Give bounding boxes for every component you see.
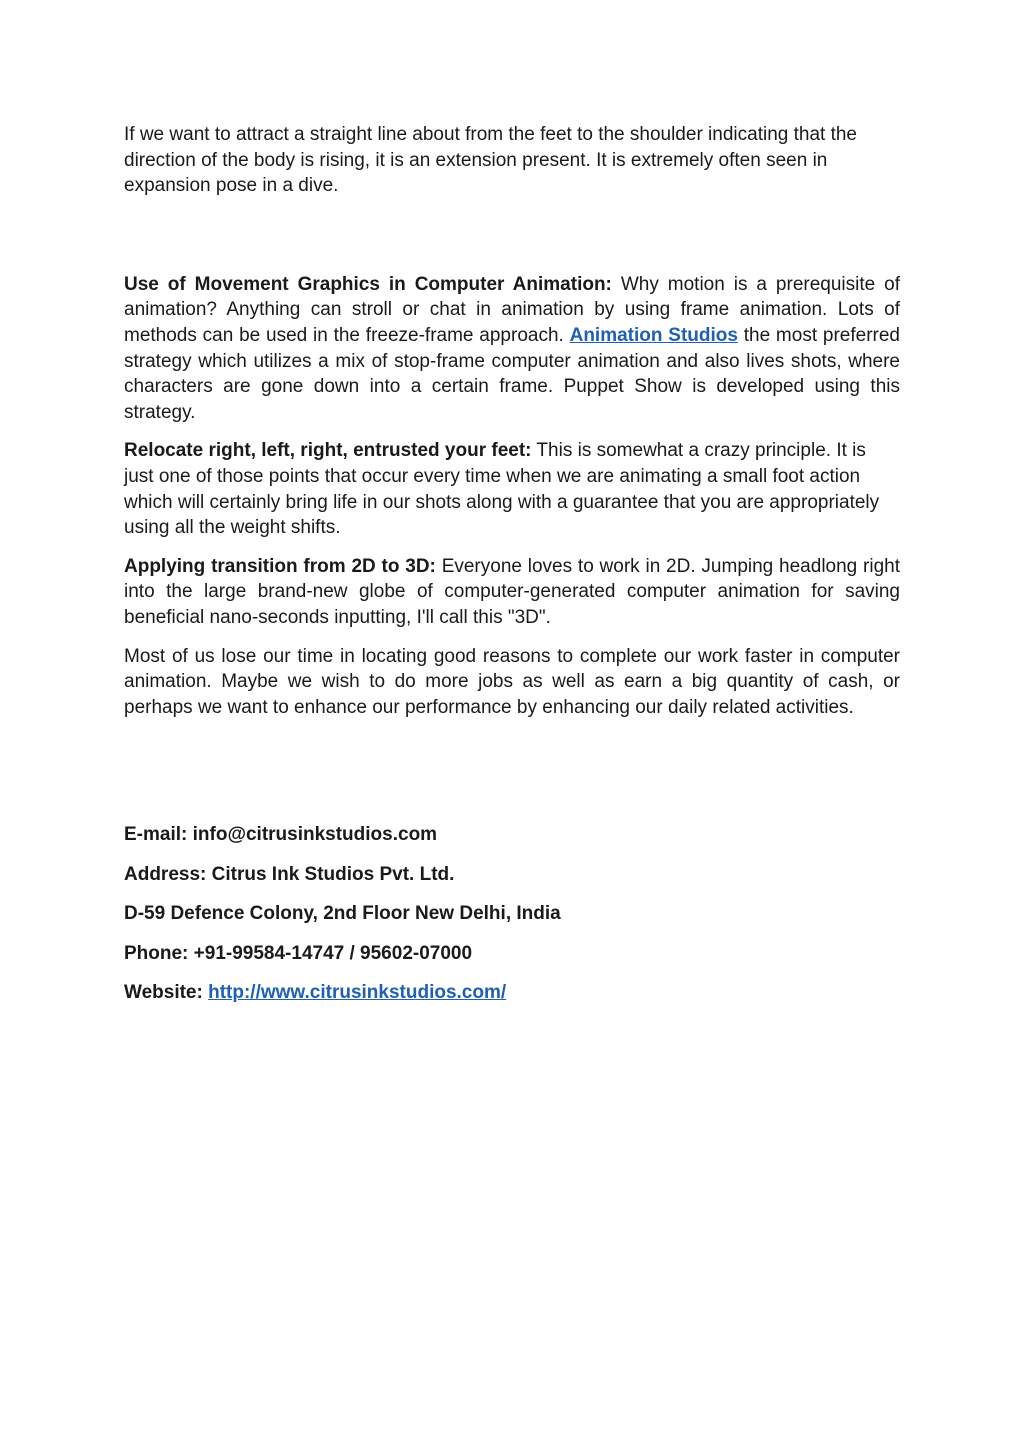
contact-address-line2: D-59 Defence Colony, 2nd Floor New Delhi, India [124,903,561,924]
document-body [124,122,900,733]
movement-graphics-text-1: Why motion is a prerequisite of animation? Anything can stroll or chat in animation by using frame animation. Lots of methods can be used in the freeze-frame approach. [124,273,900,346]
closing-paragraph: Most of us lose our time in locating good reasons to complete our work faster in computer animation. Maybe we wish to do more jobs as well as earn a big quantity of cash, or perhaps we want to enhance our performance by enhancing our daily related activities. [124,645,900,718]
transition-2d-3d-text: Everyone loves to work in 2D. Jumping headlong right into the large brand-new globe of computer-generated computer animation for saving beneficial nano-seconds inputting, I'll call this "3D". [124,555,900,628]
website-link[interactable]: http://www.citrusinkstudios.com/ [208,982,507,1003]
website-label: Website: [124,982,209,1003]
transition-2d-3d-heading: Applying transition from 2D to 3D: [124,555,436,577]
contact-website [124,980,900,1005]
relocate-feet-heading: Relocate right, left, right, entrusted your feet: [124,440,532,462]
contact-phone: Phone: +91-99584-14747 / 95602-07000 [124,942,473,964]
spacer [124,212,900,272]
contact-address: Address: Citrus Ink Studios Pvt. Ltd. [124,863,455,885]
movement-graphics-text-2: the most preferred strategy which utilizes a mix of stop-frame computer animation and also lives shots, where characters are gone down into a certain frame. Puppet Show is developed using this strategy. [124,324,900,423]
relocate-feet-text: This is somewhat a crazy principle. It is just one of those points that occur every time when we are animating a small foot action which will certainly bring life in our shots along with a guarantee that you are appropriately using all the weight shifts. [124,440,880,539]
contact-block [124,822,900,1020]
intro-paragraph: If we want to attract a straight line about from the feet to the shoulder indicating that the direction of the body is rising, it is an extension present. It is extremely often seen in expansion pose in a dive. [124,124,857,197]
movement-graphics-heading: Use of Movement Graphics in Computer Animation: [124,273,612,295]
contact-email: E-mail: info@citrusinkstudios.com [124,824,438,845]
relocate-feet-paragraph [124,438,900,540]
transition-2d-3d-paragraph [124,554,900,631]
movement-graphics-paragraph [124,272,900,426]
animation-studios-link[interactable]: Animation Studios [569,324,738,346]
